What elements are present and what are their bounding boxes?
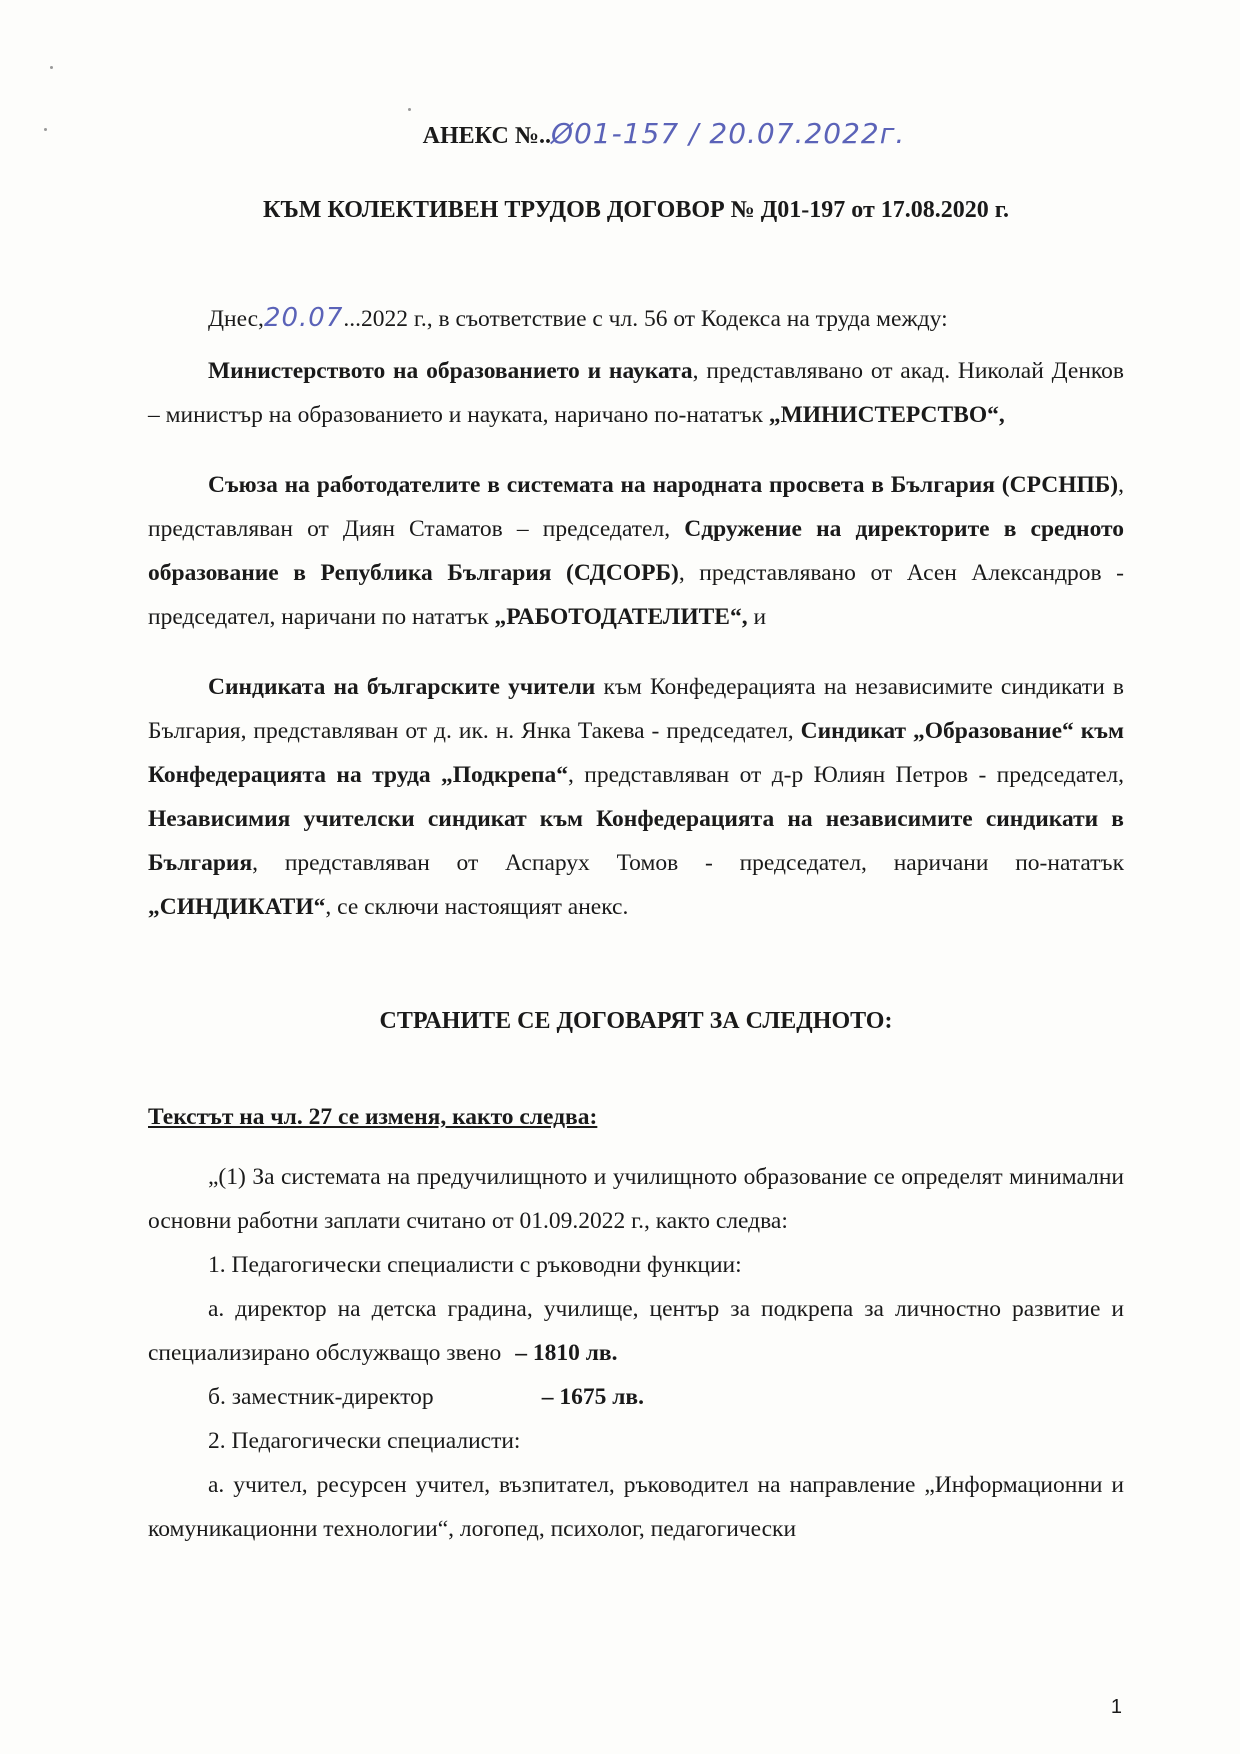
annex-title	[204, 112, 1124, 160]
party-ministry	[148, 349, 1124, 437]
directors-association-name: Сдружение на директорите в средното образование в Република България (СДСОРБ)	[148, 516, 1125, 586]
item-1b	[148, 1375, 1124, 1419]
item-2a: а. учител, ресурсен учител, възпитател, ръководител на направление „Информационни и комуникационни технологии“, логопед, психолог, педагогически	[148, 1472, 1124, 1542]
scan-speck	[44, 128, 47, 131]
employers-union-name: Съюза на работодателите в системата на народната просвета в България (СРСНПБ)	[208, 472, 1119, 498]
employers-text-2: , представлявано от Асен Александров - председател, наричани по нататък	[148, 560, 1124, 630]
item-2: 2. Педагогически специалисти:	[208, 1428, 521, 1454]
item-1: 1. Педагогически специалисти с ръководни функции:	[208, 1252, 742, 1278]
item-1b-amount: – 1675 лв.	[541, 1384, 644, 1410]
scan-speck	[408, 108, 411, 111]
teachers-union-name: Синдиката на българските учители	[208, 674, 596, 700]
party-employers	[148, 463, 1124, 639]
date-line	[148, 296, 1124, 341]
ministry-name: Министерството на образованието и науката	[208, 358, 693, 384]
ministry-text: , представлявано от акад. Николай Денков – министър на образованието и науката, наричано по-нататък	[148, 358, 1124, 428]
agreement-heading: СТРАНИТЕ СЕ ДОГОВАРЯТ ЗА СЛЕДНОТО:	[379, 1008, 893, 1034]
item-1b-text: б. заместник-директор	[208, 1384, 434, 1410]
item-1a-amount: – 1810 лв.	[515, 1340, 618, 1366]
independent-syndicate-name: Независимия учителски синдикат към Конфедерацията на независимите синдикати в България	[148, 806, 1124, 876]
document-body	[148, 112, 1124, 1551]
unions-label: „СИНДИКАТИ“	[148, 894, 326, 920]
ministry-label: „МИНИСТЕРСТВО“,	[768, 402, 1005, 428]
date-handwritten: 20.07	[263, 303, 344, 333]
item-1a-text: а. директор на детска градина, училище, център за подкрепа за личностно развитие и специализирано обслужващо звено	[148, 1296, 1124, 1366]
annex-title-prefix: АНЕКС №	[422, 123, 539, 149]
date-suffix: ...2022 г., в съответствие с чл. 56 от Кодекса на труда между:	[343, 306, 948, 332]
annex-title-dots: ..	[538, 123, 551, 149]
unions-text-2: , представляван от д-р Юлиян Петров - председател,	[568, 762, 1124, 788]
unions-tail: , се сключи настоящият анекс.	[325, 894, 629, 920]
page-number: 1	[1110, 1696, 1122, 1718]
party-unions	[148, 665, 1124, 929]
employers-text-1: , представляван от Диян Стаматов – председател,	[148, 472, 1124, 542]
article-heading: Текстът на чл. 27 се изменя, както следва:	[148, 1104, 598, 1130]
employers-label: „РАБОТОДАТЕЛИТЕ“,	[494, 604, 748, 630]
unions-text-1: към Конфедерацията на независимите синдикати в България, представляван от д. ик. н. Янка Такева - председател,	[148, 674, 1124, 744]
employers-tail: и	[747, 604, 767, 630]
annex-subtitle: КЪМ КОЛЕКТИВЕН ТРУДОВ ДОГОВОР № Д01-197 от 17.08.2020 г.	[263, 197, 1009, 223]
paragraph-1: „(1) За системата на предучилищното и училищното образование се определят минимални основни работни заплати считано от 01.09.2022 г., както следва:	[148, 1164, 1124, 1234]
education-syndicate-name: Синдикат „Образование“ към Конфедерацията на труда „Подкрепа“	[148, 718, 1124, 788]
annex-number-handwritten: Ø01-157 / 20.07.2022г.	[550, 117, 906, 150]
scan-speck	[50, 66, 53, 69]
item-1a	[148, 1287, 1124, 1375]
date-prefix: Днес,	[208, 306, 264, 332]
unions-text-3: , представляван от Аспарух Томов - председател, наричани по-нататък	[252, 850, 1124, 876]
